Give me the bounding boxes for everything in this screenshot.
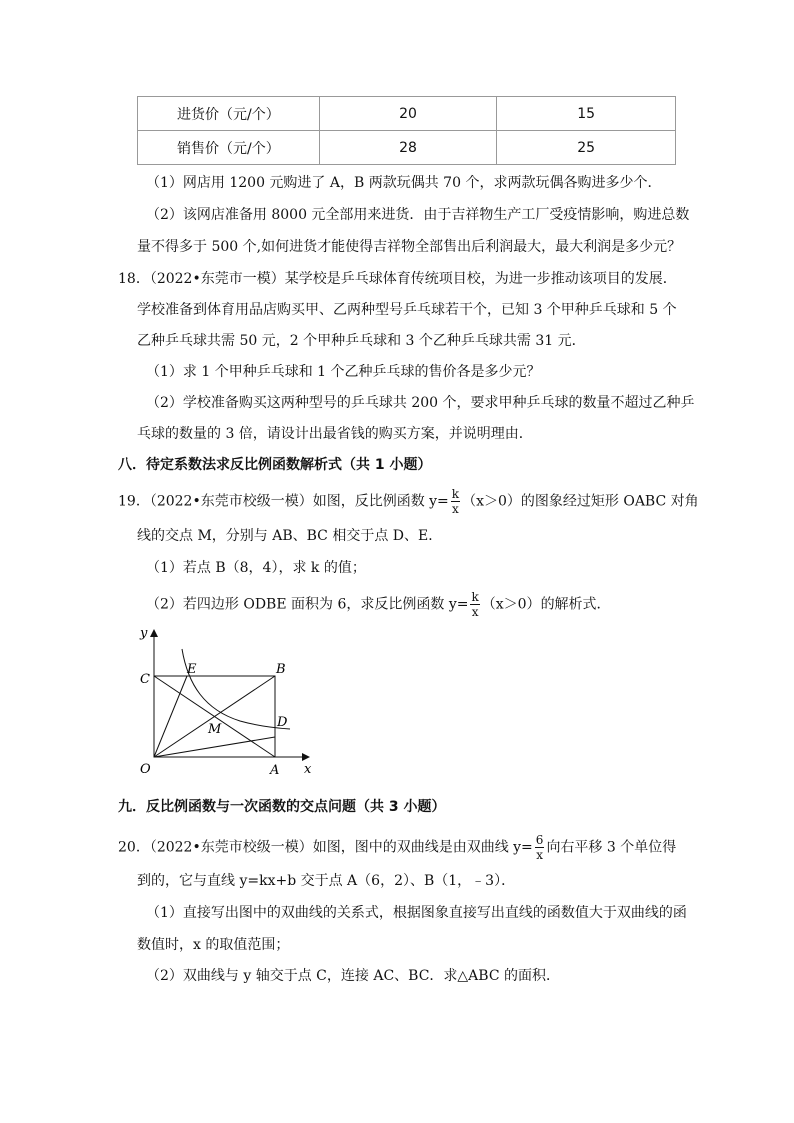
label-x: x <box>304 762 312 777</box>
q20-line1-pre: 20．（2022•东莞市校级一模）如图，图中的双曲线是由双曲线 y= <box>118 839 533 856</box>
table-cell: 20 <box>319 97 497 131</box>
fraction-k-over-x <box>470 590 479 619</box>
table-cell: 进货价（元/个） <box>138 97 320 131</box>
label-a: A <box>270 763 280 778</box>
q17-part1: （1）网店用 1200 元购进了 A，B 两款玩偶共 70 个，求两款玩偶各购进多少个． <box>146 175 662 191</box>
fraction-denominator: x <box>471 605 479 619</box>
q19-part2-pre: （2）若四边形 ODBE 面积为 6，求反比例函数 y= <box>146 596 469 613</box>
q19-part1: （1）若点 B（8，4），求 k 的值； <box>146 560 366 576</box>
q20-part1-line1: （1）直接写出图中的双曲线的关系式，根据图象直接写出直线的函数值大于双曲线的函 <box>146 905 687 921</box>
q18-part2-line1: （2）学校准备购买这两种型号的乒乓球共 200 个，要求甲种乒乓球的数量不超过乙种乒 <box>146 395 695 411</box>
q19-part2 <box>146 590 611 619</box>
q20-part1-line2: 数值时，x 的取值范围； <box>137 937 290 953</box>
q18-part1: （1）求 1 个甲种乒乓球和 1 个乙种乒乓球的售价各是多少元？ <box>146 364 541 380</box>
label-o: O <box>140 762 151 777</box>
fraction-6-over-x <box>535 833 545 862</box>
q17-part2-line2: 量不得多于 500 个,如何进货才能使得吉祥物全部售出后利润最大，最大利润是多少元？ <box>137 239 682 255</box>
q19-part2-post: 的解析式． <box>540 596 611 613</box>
label-c: C <box>140 672 150 687</box>
q17-part2-line1: （2）该网店准备用 8000 元全部用来进货．由于吉祥物生产工厂受疫情影响，购进总数 <box>146 207 690 223</box>
q19-line2: 线的交点 M，分别与 AB、BC 相交于点 D、E． <box>137 528 443 544</box>
fraction-denominator: x <box>452 502 459 516</box>
q19-condition: （x＞0） <box>481 596 541 613</box>
table-cell: 15 <box>497 97 676 131</box>
label-m: M <box>208 722 222 737</box>
q18-line2: 学校准备到体育用品店购买甲、乙两种型号乒乓球若干个，已知 3 个甲种乒乓球和 5 个 <box>137 302 677 318</box>
fraction-k-over-x <box>451 487 460 516</box>
section-9-heading: 九．反比例函数与一次函数的交点问题（共 3 小题） <box>118 799 446 815</box>
segment-oe <box>154 676 187 757</box>
q19-line1-post: 的图象经过矩形 OABC 对角 <box>520 493 699 510</box>
q18-part2-line2: 乓球的数量的 3 倍，请设计出最省钱的购买方案，并说明理由． <box>137 426 533 442</box>
label-d: D <box>277 715 288 730</box>
label-b: B <box>276 662 286 677</box>
q20-line1-post: 向右平移 3 个单位得 <box>546 839 677 856</box>
q20-line2: 到的，它与直线 y=kx+b 交于点 A（6，2）、B（1，﹣3）． <box>137 873 516 889</box>
q20-part2: （2）双曲线与 y 轴交于点 C，连接 AC、BC．求△ABC 的面积． <box>146 968 560 984</box>
q18-line1: 18．（2022•东莞市一模）某学校是乒乓球体育传统项目校，为进一步推动该项目的发展． <box>118 271 677 287</box>
fraction-numerator: 6 <box>535 833 544 847</box>
table-cell: 销售价（元/个） <box>138 131 320 165</box>
fraction-denominator: x <box>536 848 543 862</box>
label-y: y <box>140 626 148 641</box>
table-cell: 28 <box>319 131 497 165</box>
fraction-numerator: k <box>451 487 460 501</box>
q20-line1 <box>118 833 676 862</box>
section-8-heading: 八．待定系数法求反比例函数解析式（共 1 小题） <box>118 457 432 473</box>
hyperbola-curve <box>182 649 290 729</box>
q19-condition: （x＞0） <box>462 493 521 510</box>
table-cell: 25 <box>497 131 676 165</box>
q18-line3: 乙种乒乓球共需 50 元，2 个甲种乒乓球和 3 个乙种乒乓球共需 31 元． <box>137 333 586 349</box>
q19-line1-pre: 19．（2022•东莞市校级一模）如图，反比例函数 y= <box>118 493 449 510</box>
segment-od <box>154 737 275 757</box>
table-row <box>138 131 676 165</box>
price-table <box>137 96 676 165</box>
table-row <box>138 97 676 131</box>
label-e: E <box>187 662 197 677</box>
q19-line1 <box>118 487 699 516</box>
q19-figure <box>130 625 330 780</box>
fraction-numerator: k <box>471 590 479 604</box>
